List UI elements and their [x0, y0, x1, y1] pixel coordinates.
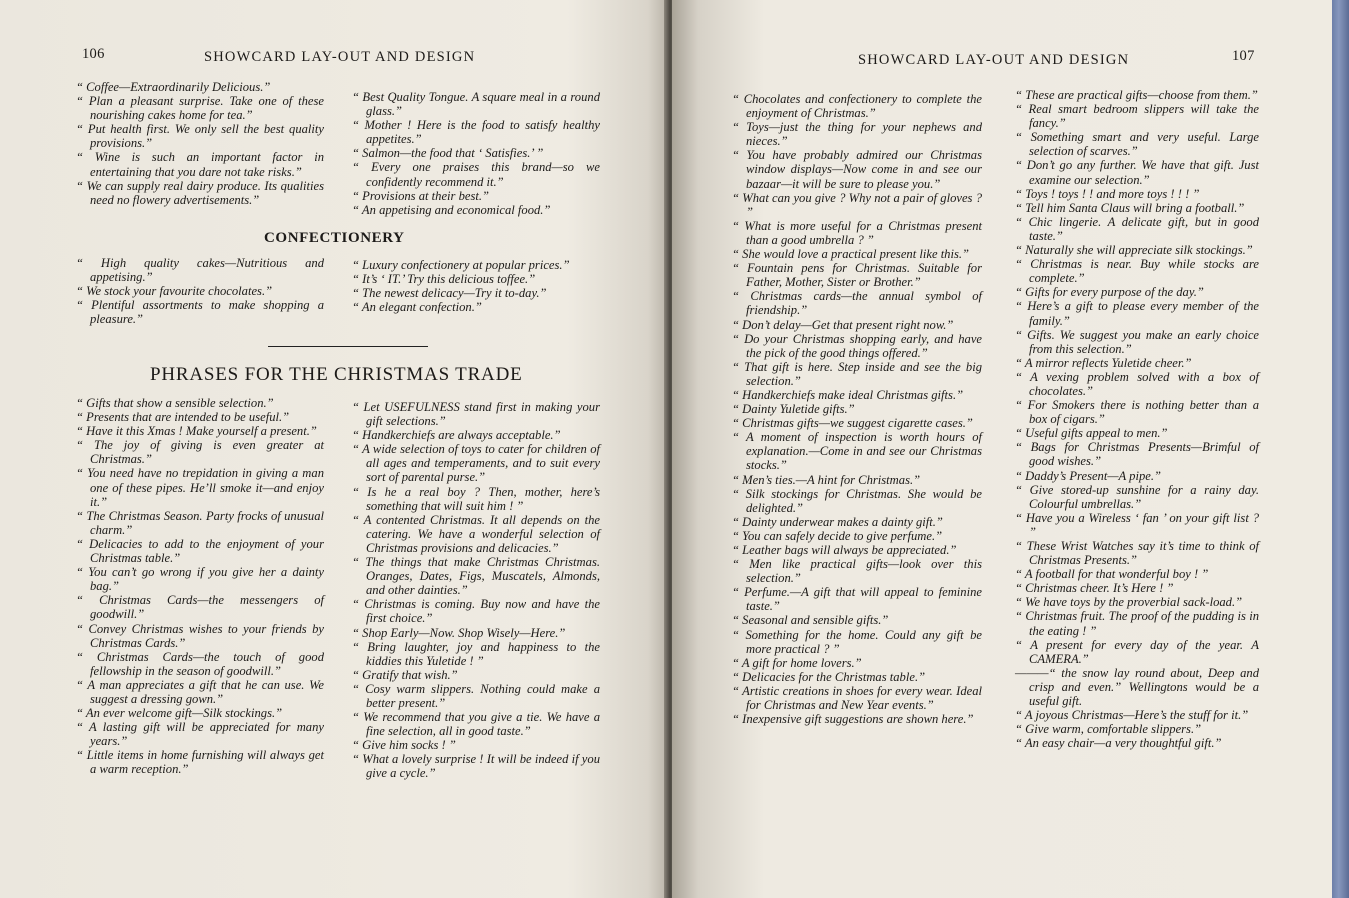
phrase-item: “ It’s ‘ IT.’ Try this delicious toffee.”: [352, 272, 536, 287]
phrase-item: “ Fountain pens for Christmas. Suitable for Father, Mother, Sister or Brother.”: [732, 261, 982, 290]
phrase-item: “ Christmas Cards—the touch of good fellowship in the season of goodwill.”: [76, 649, 324, 678]
right-column-2: [1015, 88, 1259, 750]
phrase-item: “ Don’t delay—Get that present right now.”: [732, 317, 954, 332]
phrase-item: “ Chocolates and confectionery to complete the enjoyment of Christmas.”: [732, 92, 982, 121]
phrase-item: “ A football for that wonderful boy ! ”: [1015, 567, 1209, 582]
confectionery-column-1: [76, 256, 324, 326]
phrase-item: “ Perfume.—A gift that will appeal to feminine taste.”: [732, 585, 982, 614]
phrase-item: “ The joy of giving is even greater at Christmas.”: [76, 438, 324, 467]
phrase-item: “ Inexpensive gift suggestions are shown here.”: [732, 712, 974, 727]
phrase-item: “ A gift for home lovers.”: [732, 655, 862, 670]
phrase-item: “ Delicacies to add to the enjoyment of your Christmas table.”: [76, 536, 324, 566]
christmas-heading: PHRASES FOR THE CHRISTMAS TRADE: [150, 364, 523, 385]
phrase-item: “ A present for every day of the year. A CAMERA.”: [1015, 637, 1259, 666]
christmas-column-1: [76, 396, 324, 777]
phrase-item: “ Silk stockings for Christmas. She would be delighted.”: [732, 486, 982, 515]
phrase-item: “ Useful gifts appeal to men.”: [1015, 426, 1168, 441]
phrase-item: “ Luxury confectionery at popular prices.”: [352, 258, 570, 272]
phrase-item: “ For Smokers there is nothing better than a box of cigars.”: [1015, 398, 1259, 427]
confectionery-heading: CONFECTIONERY: [264, 230, 405, 246]
phrase-item: “ What a lovely surprise ! It will be indeed if you give a cycle.”: [352, 752, 600, 781]
phrase-item: “ Tell him Santa Claus will bring a football.”: [1015, 200, 1245, 215]
right-page: [672, 0, 1332, 898]
phrase-item: “ Shop Early—Now. Shop Wisely—Here.”: [352, 625, 566, 640]
phrase-item: “ Christmas Cards—the messengers of goodwill.”: [76, 593, 324, 622]
phrase-item: “ Dainty underwear makes a dainty gift.”: [732, 514, 943, 529]
phrase-item: “ Christmas is coming. Buy now and have the first choice.”: [352, 597, 600, 626]
phrase-item: “ Mother ! Here is the food to satisfy healthy appetites.”: [352, 118, 600, 147]
book-edge: [1332, 0, 1349, 898]
phrase-item: “ Seasonal and sensible gifts.”: [732, 613, 889, 628]
phrase-item: “ Coffee—Extraordinarily Delicious.”: [76, 80, 271, 94]
phrase-item: “ A joyous Christmas—Here’s the stuff for it.”: [1015, 708, 1249, 723]
phrase-item: “ Real smart bedroom slippers will take the fancy.”: [1015, 102, 1259, 131]
phrase-item: “ Best Quality Tongue. A square meal in a round glass.”: [352, 90, 600, 119]
phrase-item: “ An appetising and economical food.”: [352, 202, 551, 217]
phrase-item: “ Plentiful assortments to make shopping a pleasure.”: [76, 298, 324, 327]
phrase-item: “ A man appreciates a gift that he can use. We suggest a dressing gown.”: [76, 677, 324, 706]
phrase-item: “ We recommend that you give a tie. We have a fine selection, all in good taste.”: [352, 710, 600, 739]
right-column-1: [732, 92, 982, 726]
phrase-item: “ Leather bags will always be appreciated.”: [732, 543, 957, 557]
phrase-item: “ You can safely decide to give perfume.”: [732, 528, 943, 543]
phrase-item: “ Don’t go any further. We have that gift. Just examine our selection.”: [1015, 158, 1259, 187]
phrase-item: “ The things that make Christmas Christmas. Oranges, Dates, Figs, Muscatels, Almonds, and other dainties.”: [352, 555, 600, 598]
intro-column-1: [76, 80, 324, 207]
phrase-item: “ Every one praises this brand—so we confidently recommend it.”: [352, 160, 600, 189]
phrase-item: “ The newest delicacy—Try it to-day.”: [352, 286, 547, 301]
phrase-item: “ Put health first. We only sell the best quality provisions.”: [76, 122, 324, 151]
left-page: [0, 0, 668, 898]
phrase-item: “ Men like practical gifts—look over this selection.”: [732, 557, 982, 586]
phrase-item: “ Gifts for every purpose of the day.”: [1015, 285, 1204, 300]
phrase-item: “ Artistic creations in shoes for every wear. Ideal for Christmas and New Year events.”: [732, 683, 982, 713]
phrase-item: “ Here’s a gift to please every member of the family.”: [1015, 299, 1259, 328]
page-number: 107: [1232, 48, 1255, 64]
phrase-item: “ The Christmas Season. Party frocks of unusual charm.”: [76, 508, 324, 537]
phrase-item: “ A vexing problem solved with a box of chocolates.”: [1015, 369, 1259, 398]
phrase-item: “ Delicacies for the Christmas table.”: [732, 669, 926, 684]
phrase-item: “ Christmas cards—the annual symbol of friendship.”: [732, 289, 982, 318]
phrase-item: “ Have you a Wireless ‘ fan ’ on your gift list ? ”: [1015, 510, 1259, 539]
phrase-item: “ Little items in home furnishing will always get a warm reception.”: [76, 748, 324, 777]
phrase-item: “ Bring laughter, joy and happiness to the kiddies this Yuletide ! ”: [352, 639, 600, 668]
phrase-item: “ What can you give ? Why not a pair of gloves ? ”: [732, 190, 982, 219]
phrase-item: “ Have it this Xmas ! Make yourself a present.”: [76, 424, 317, 439]
phrase-item: “ Naturally she will appreciate silk stockings.”: [1015, 243, 1253, 258]
christmas-column-2: [352, 400, 600, 781]
phrase-item: “ Something smart and very useful. Large selection of scarves.”: [1015, 130, 1259, 159]
phrase-item: “ These Wrist Watches say it’s time to think of Christmas Presents.”: [1015, 539, 1259, 568]
phrase-item: “ Wine is such an important factor in entertaining that you dare not take risks.”: [76, 150, 324, 179]
phrase-item: “ Something for the home. Could any gift be more practical ? ”: [732, 627, 982, 656]
phrase-item: “ Cosy warm slippers. Nothing could make a better present.”: [352, 681, 600, 710]
phrase-item: “ Daddy’s Present—A pipe.”: [1015, 468, 1161, 483]
phrase-item: “ We can supply real dairy produce. Its qualities need no flowery advertisements.”: [76, 178, 324, 207]
phrase-item: “ Is he a real boy ? Then, mother, here’s something that will suit him ! ”: [352, 484, 600, 513]
intro-column-2: [352, 90, 600, 217]
phrase-item: “ Presents that are intended to be useful.”: [76, 410, 290, 425]
phrase-item: “ Provisions at their best.”: [352, 188, 490, 203]
phrase-item: “ You need have no trepidation in giving a man one of these pipes. He’ll smoke it—and enjoy it.”: [76, 466, 324, 509]
running-head: SHOWCARD LAY-OUT AND DESIGN: [204, 49, 476, 65]
phrase-item: “ You have probably admired our Christmas window displays—Now come in and see our bazaar—it will be sure to please you.”: [732, 148, 982, 191]
phrase-item: “ Give warm, comfortable slippers.”: [1015, 722, 1202, 737]
phrase-item: “ Christmas cheer. It’s Here ! ”: [1015, 581, 1174, 596]
phrase-item: “ A mirror reflects Yuletide cheer.”: [1015, 355, 1192, 370]
phrase-item: “ A lasting gift will be appreciated for many years.”: [76, 720, 324, 749]
section-divider: [268, 346, 428, 347]
phrase-item: “ Handkerchiefs are always acceptable.”: [352, 428, 561, 443]
phrase-item: “ A wide selection of toys to cater for children of all ages and temperaments, and to suit every sort of parental purse.”: [352, 442, 600, 485]
phrase-item: “ High quality cakes—Nutritious and appetising.”: [76, 256, 324, 285]
phrase-item: “ Give him socks ! ”: [352, 738, 456, 753]
phrase-item: “ She would love a practical present like this.”: [732, 247, 970, 262]
phrase-item: “ We stock your favourite chocolates.”: [76, 284, 273, 299]
phrase-item: “ An easy chair—a very thoughtful gift.”: [1015, 736, 1222, 751]
phrase-item: “ Salmon—the food that ‘ Satisfies.’ ”: [352, 146, 544, 161]
phrase-item: “ Christmas fruit. The proof of the pudding is in the eating ! ”: [1015, 609, 1259, 638]
phrase-item: “ Give stored-up sunshine for a rainy day. Colourful umbrellas.”: [1015, 482, 1259, 511]
phrase-item: “ We have toys by the proverbial sack-load.”: [1015, 595, 1243, 610]
phrase-item: “ Toys ! toys ! ! and more toys ! ! ! ”: [1015, 186, 1200, 201]
phrase-item: “ Bags for Christmas Presents—Brimful of good wishes.”: [1015, 440, 1259, 469]
phrase-item: “ Plan a pleasant surprise. Take one of these nourishing cakes home for tea.”: [76, 94, 324, 123]
phrase-item: “ Dainty Yuletide gifts.”: [732, 402, 855, 417]
phrase-item: “ Chic lingerie. A delicate gift, but in good taste.”: [1015, 214, 1259, 243]
phrase-item: “ Do your Christmas shopping early, and have the pick of the good things offered.”: [732, 331, 982, 360]
phrase-item: “ Convey Christmas wishes to your friends by Christmas Cards.”: [76, 621, 324, 650]
phrase-item: “ Let USEFULNESS stand first in making your gift selections.”: [352, 400, 600, 429]
page-number: 106: [82, 46, 105, 62]
phrase-item: “ What is more useful for a Christmas present than a good umbrella ? ”: [732, 218, 982, 247]
phrase-item: ———“ the snow lay round about, Deep and crisp and even.” Wellingtons would be a useful gift.: [1015, 665, 1259, 709]
phrase-item: “ Gratify that wish.”: [352, 667, 458, 682]
phrase-item: “ That gift is here. Step inside and see the big selection.”: [732, 359, 982, 388]
confectionery-column-2: [352, 258, 600, 314]
phrase-item: “ Gifts that show a sensible selection.”: [76, 396, 274, 410]
phrase-item: “ A moment of inspection is worth hours of explanation.—Come in and see our Christmas stocks.”: [732, 430, 982, 473]
phrase-item: “ These are practical gifts—choose from them.”: [1015, 88, 1258, 102]
phrase-item: “ Christmas is near. Buy while stocks are complete.”: [1015, 257, 1259, 286]
phrase-item: “ A contented Christmas. It all depends on the catering. We have a wonderful selection of Christmas provisions and delicacies.”: [352, 512, 600, 555]
phrase-item: “ Gifts. We suggest you make an early choice from this selection.”: [1015, 327, 1259, 356]
phrase-item: “ You can’t go wrong if you give her a dainty bag.”: [76, 565, 324, 594]
phrase-item: “ An ever welcome gift—Silk stockings.”: [76, 706, 283, 721]
phrase-item: “ Men’s ties.—A hint for Christmas.”: [732, 472, 921, 487]
running-head: SHOWCARD LAY-OUT AND DESIGN: [858, 52, 1130, 68]
phrase-item: “ Toys—just the thing for your nephews and nieces.”: [732, 120, 982, 149]
phrase-item: “ Handkerchiefs make ideal Christmas gifts.”: [732, 387, 964, 402]
phrase-item: “ Christmas gifts—we suggest cigarette cases.”: [732, 416, 973, 431]
phrase-item: “ An elegant confection.”: [352, 300, 482, 315]
